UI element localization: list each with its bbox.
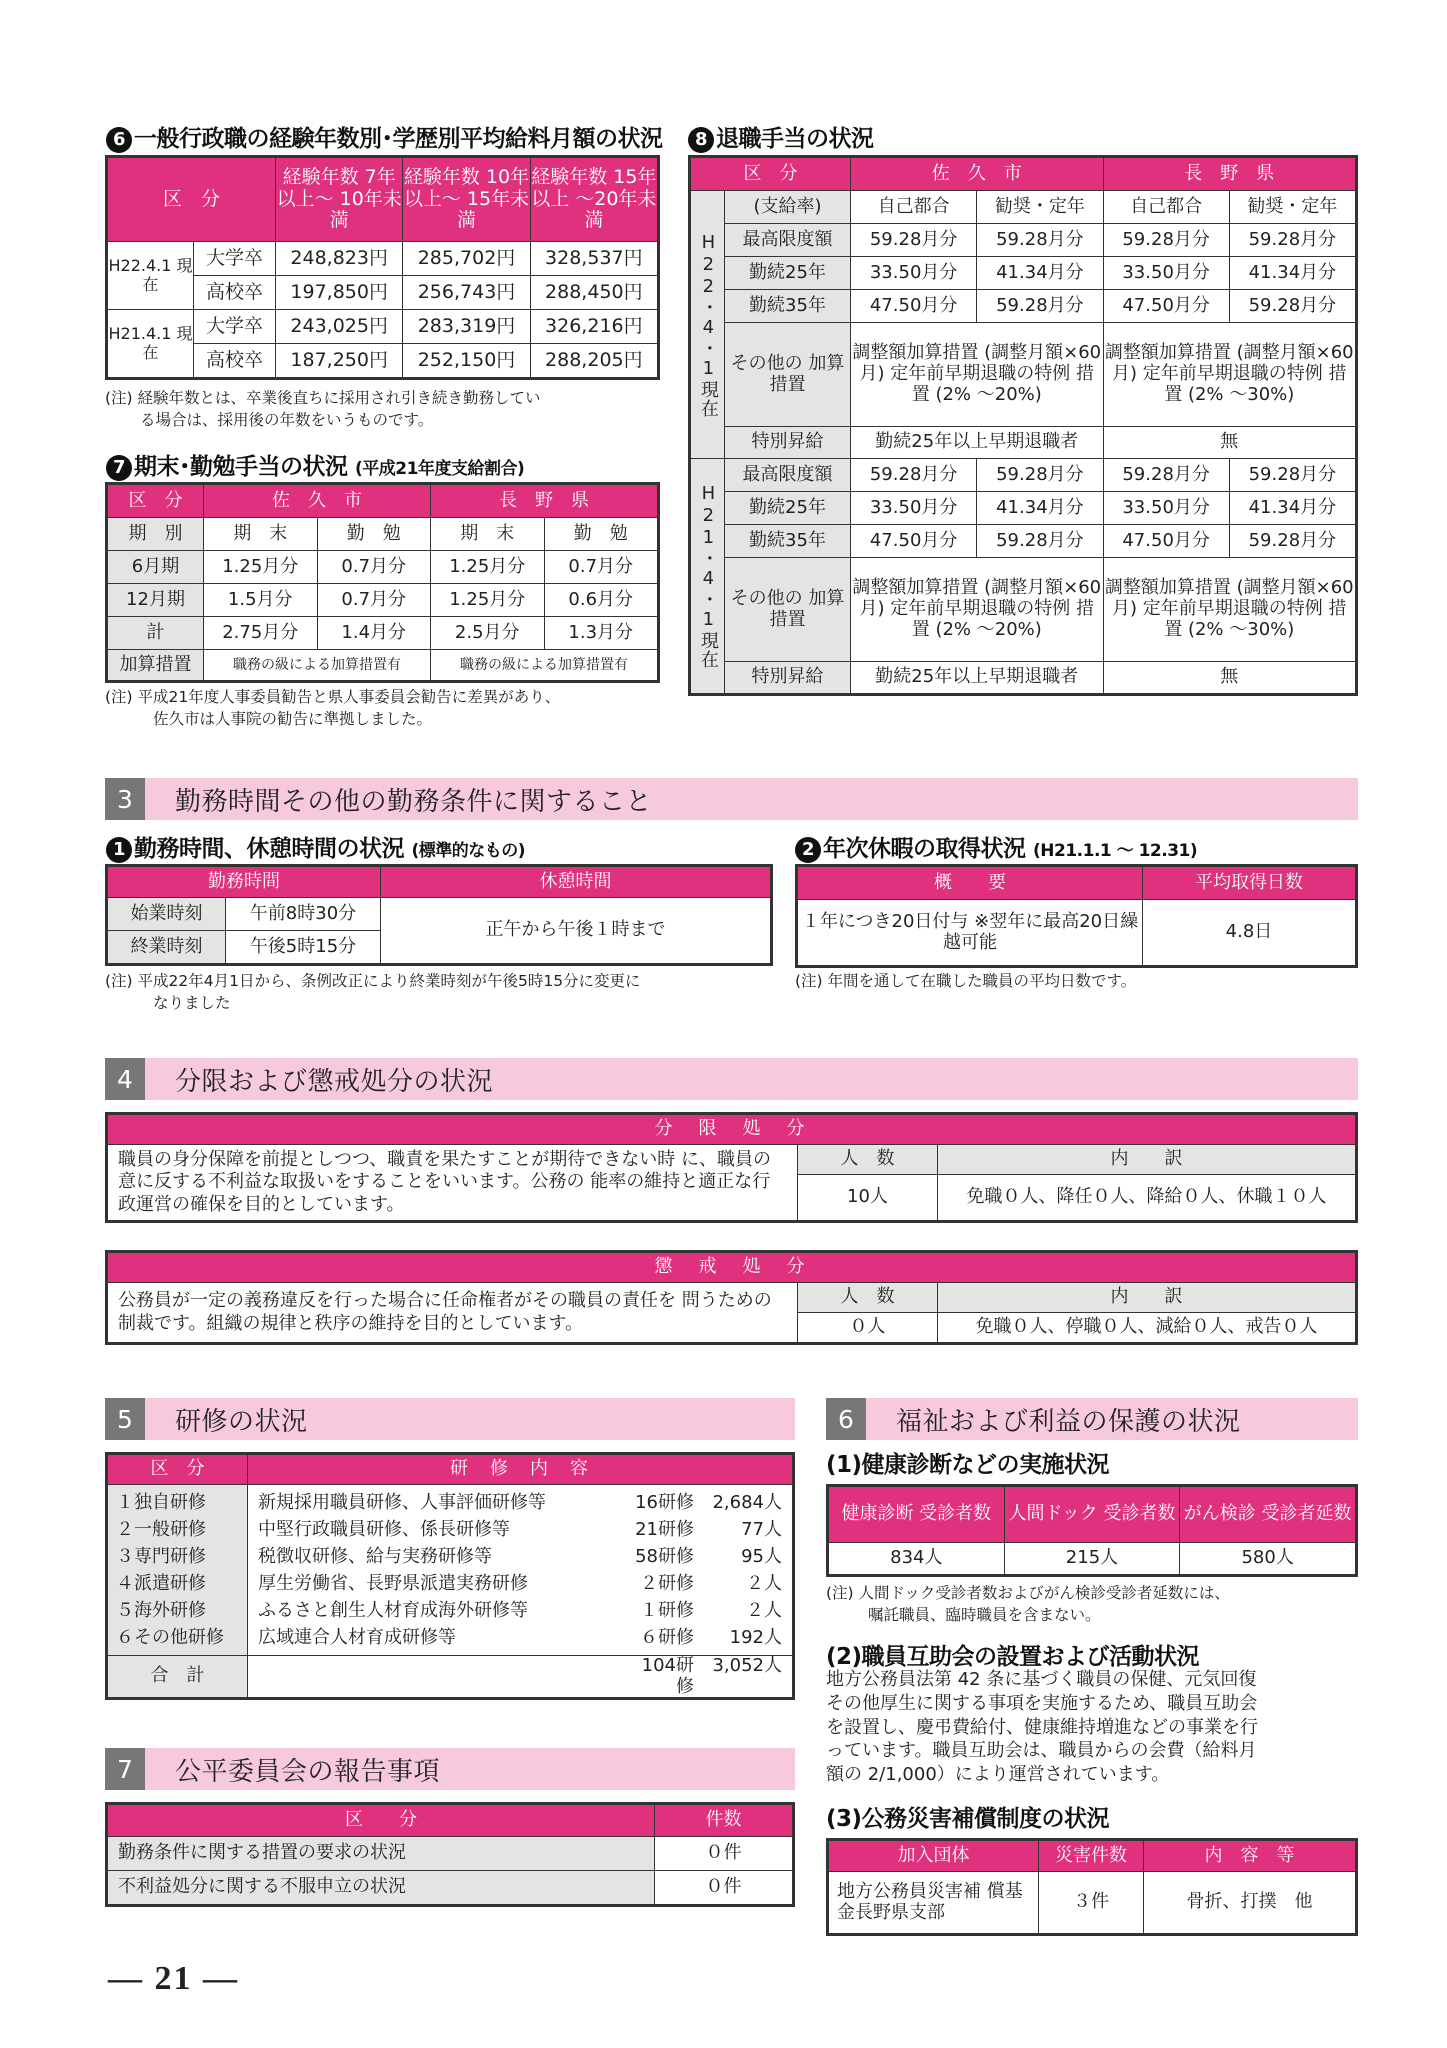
s8-row-label: 勤続35年 xyxy=(725,290,851,323)
sec4-number: 4 xyxy=(105,1058,145,1100)
sec3-header-gaiyo: 概 要 xyxy=(798,867,1143,900)
sec5-kubun-item: ６その他研修 xyxy=(116,1627,224,1648)
sec3-b-heading xyxy=(795,830,1197,863)
s7-cell: 1.4月分 xyxy=(317,617,431,650)
s7-header-nagano: 長 野 県 xyxy=(431,485,658,518)
sec5-content-list xyxy=(248,1485,793,1656)
sec3-header-kyukei: 休憩時間 xyxy=(381,867,771,898)
sec4-choukai-header: 懲 戒 処 分 xyxy=(108,1253,1356,1283)
list-item: ふるさと創生人材育成海外研修等 １研修 ２人 xyxy=(258,1600,782,1621)
s7-header-kinben: 勤 勉 xyxy=(317,518,431,551)
sec4-band xyxy=(105,1058,1358,1100)
s8-row-label: その他の 加算措置 xyxy=(725,558,851,662)
s8-header-saku: 佐 久 市 xyxy=(851,158,1104,191)
sec4-choukai-table xyxy=(105,1250,1358,1345)
sec5-total-label: 合 計 xyxy=(108,1656,248,1698)
sec3-b-subtitle: (H21.1.1 ～ 12.31) xyxy=(1033,841,1198,861)
s8-retirement-table xyxy=(688,155,1358,696)
s7-cell: 1.5月分 xyxy=(204,584,318,617)
s8-tokubetsu-nagano: 無 xyxy=(1103,427,1356,459)
s6-header-col3: 経験年数 15年以上 ～20年未満 xyxy=(530,158,657,242)
s8-other-saku: 調整額加算措置 (調整月額×60月) 定年前早期退職の特例 措置 (2% ～20%) xyxy=(851,323,1104,427)
sec5-kubun-item: ４派遣研修 xyxy=(116,1573,206,1594)
s6-cell: 243,025円 xyxy=(276,310,403,344)
sec7-row-label: 勤務条件に関する措置の要求の状況 xyxy=(108,1837,655,1871)
sec3-a-number-badge: 1 xyxy=(106,837,132,863)
s7-header-kinben: 勤 勉 xyxy=(544,518,658,551)
sec3-b-note: (注) 年間を通して在職した職員の平均日数です。 xyxy=(795,972,1137,990)
s6-cell: 288,450円 xyxy=(530,276,657,310)
sec7-report-table xyxy=(105,1802,795,1907)
sec4-bungen-count: 10人 xyxy=(798,1175,938,1221)
sec3-a-note: (注) 平成22年4月1日から、条例改正により終業時刻が午後5時15分に変更に なりました xyxy=(105,972,641,1013)
sec3-start-value: 午前8時30分 xyxy=(226,898,381,931)
sec7-number: 7 xyxy=(105,1748,145,1790)
sec3-header-heikin: 平均取得日数 xyxy=(1143,867,1356,900)
s7-bonus-table xyxy=(105,482,660,683)
sec4-naiyaku-header: 内 訳 xyxy=(938,1283,1356,1313)
sec6-kenshin-value: 834人 xyxy=(829,1543,1005,1575)
s8-cell: 47.50月分 xyxy=(851,290,977,323)
sec5-header-naiyo: 研 修 内 容 xyxy=(248,1455,793,1485)
s7-header-kibetsu: 期 別 xyxy=(108,518,204,551)
s7-subtitle: (平成21年度支給割合) xyxy=(355,459,525,479)
s8-tokubetsu-saku: 勤続25年以上早期退職者 xyxy=(851,427,1104,459)
sec3-work-hours-table xyxy=(105,864,773,966)
sec7-header-kensu: 件数 xyxy=(655,1805,793,1837)
s6-number-badge: 6 xyxy=(106,127,132,153)
sec3-gaiyo-value: １年につき20日付与 ※翌年に最高20日繰越可能 xyxy=(798,900,1143,966)
sec3-title: 勤務時間その他の勤務条件に関すること xyxy=(175,786,653,817)
s7-title: 期末･勤勉手当の状況 xyxy=(134,454,348,480)
s6-header-kubun: 区 分 xyxy=(108,158,276,242)
s8-group-h21: H21・4・1現在 xyxy=(691,459,725,694)
sec5-kubun-item: ５海外研修 xyxy=(116,1600,206,1621)
s6-salary-table xyxy=(105,155,660,380)
sec6-kensu-value: ３件 xyxy=(1039,1872,1144,1934)
s6-edu: 高校卒 xyxy=(194,276,276,310)
sec5-title: 研修の状況 xyxy=(175,1406,308,1437)
sec7-row-label: 不利益処分に関する不服申立の状況 xyxy=(108,1871,655,1905)
sec3-band xyxy=(105,778,1358,820)
s8-cell: 41.34月分 xyxy=(1229,492,1355,525)
sec6-c-title: (3)公務災害補償制度の状況 xyxy=(826,1806,1110,1832)
sec4-bungen-header: 分 限 処 分 xyxy=(108,1115,1356,1145)
sec3-a-title: 勤務時間、休憩時間の状況 xyxy=(134,836,404,862)
s8-number-badge: 8 xyxy=(688,127,714,153)
sec7-title: 公平委員会の報告事項 xyxy=(175,1756,441,1787)
s8-cell: 47.50月分 xyxy=(1103,290,1229,323)
s8-cell: 59.28月分 xyxy=(851,459,977,492)
s7-row-label: 6月期 xyxy=(108,551,204,584)
sec6-header-gan: がん検診 受診者延数 xyxy=(1180,1487,1356,1543)
list-item: 中堅行政職員研修、係長研修等 21研修 77人 xyxy=(258,1519,782,1540)
s7-cell: 2.5月分 xyxy=(431,617,545,650)
list-item: 広域連合人材育成研修等 ６研修 192人 xyxy=(258,1627,782,1648)
s8-title: 退職手当の状況 xyxy=(716,126,874,152)
sec5-kubun-item: ２一般研修 xyxy=(116,1519,206,1540)
s6-heading xyxy=(106,120,663,153)
s6-title: 一般行政職の経験年数別･学歴別平均給料月額の状況 xyxy=(134,126,663,152)
s8-cell: 47.50月分 xyxy=(851,525,977,558)
sec3-kyukei-value: 正午から午後１時まで xyxy=(381,898,771,964)
s8-cell: 59.28月分 xyxy=(977,459,1103,492)
s8-row-label: 最高限度額 xyxy=(725,459,851,492)
s8-cell: 33.50月分 xyxy=(851,492,977,525)
sec3-a-subtitle: (標準的なもの) xyxy=(411,841,526,861)
s8-cell: 自己都合 xyxy=(1103,191,1229,224)
s8-header-nagano: 長 野 県 xyxy=(1103,158,1356,191)
sec4-naiyaku-header: 内 訳 xyxy=(938,1145,1356,1175)
s8-cell: 41.34月分 xyxy=(977,492,1103,525)
s8-cell: 勧奨・定年 xyxy=(1229,191,1355,224)
s8-cell: 33.50月分 xyxy=(851,257,977,290)
s6-cell: 328,537円 xyxy=(530,242,657,276)
s8-cell: 59.28月分 xyxy=(1103,459,1229,492)
list-item: 税徴収研修、給与実務研修等 58研修 95人 xyxy=(258,1546,782,1567)
sec6-dock-value: 215人 xyxy=(1004,1543,1180,1575)
s6-edu: 大学卒 xyxy=(194,242,276,276)
s6-edu: 高校卒 xyxy=(194,344,276,378)
sec6-naiyo-value: 骨折、打撲 他 xyxy=(1144,1872,1356,1934)
s7-cell: 1.3月分 xyxy=(544,617,658,650)
s8-cell: 勧奨・定年 xyxy=(977,191,1103,224)
s7-header-kimatsu: 期 末 xyxy=(431,518,545,551)
s7-cell: 0.7月分 xyxy=(317,551,431,584)
sec3-b-title: 年次休暇の取得状況 xyxy=(823,836,1026,862)
sec6-dantai-value: 地方公務員災害補 償基金長野県支部 xyxy=(829,1872,1039,1934)
list-item: 厚生労働省、長野県派遣実務研修 ２研修 ２人 xyxy=(258,1573,782,1594)
s7-header-saku: 佐 久 市 xyxy=(204,485,431,518)
sec5-number: 5 xyxy=(105,1398,145,1440)
s8-cell: 59.28月分 xyxy=(977,525,1103,558)
s6-cell: 248,823円 xyxy=(276,242,403,276)
sec5-header-kubun: 区 分 xyxy=(108,1455,248,1485)
s6-cell: 197,850円 xyxy=(276,276,403,310)
s8-cell: 59.28月分 xyxy=(851,224,977,257)
s8-cell: 59.28月分 xyxy=(1229,459,1355,492)
s6-cell: 288,205円 xyxy=(530,344,657,378)
sec7-row-value: ０件 xyxy=(655,1871,793,1905)
s7-cell: 0.7月分 xyxy=(317,584,431,617)
sec7-header-kubun: 区 分 xyxy=(108,1805,655,1837)
sec6-header-kensu: 災害件数 xyxy=(1039,1841,1144,1872)
sec3-leave-table xyxy=(795,864,1358,968)
s8-tokubetsu-nagano: 無 xyxy=(1103,662,1356,694)
s8-row-label: 勤続25年 xyxy=(725,492,851,525)
s6-cell: 283,319円 xyxy=(403,310,530,344)
sec4-bungen-text: 職員の身分保障を前提としつつ、職責を果たすことが期待できない時 に、職員の意に反する不利益な取扱いをすることをいいます。公務の 能率の維持と適正な行政運営の確保を目的としています。 xyxy=(108,1145,798,1221)
sec6-header-dock: 人間ドック 受診者数 xyxy=(1004,1487,1180,1543)
sec6-header-kenshin: 健康診断 受診者数 xyxy=(829,1487,1005,1543)
s6-cell: 187,250円 xyxy=(276,344,403,378)
s8-other-nagano: 調整額加算措置 (調整月額×60月) 定年前早期退職の特例 措置 (2% ～30%) xyxy=(1103,323,1356,427)
s6-header-col1: 経験年数 7年以上～ 10年未満 xyxy=(276,158,403,242)
s7-note: (注) 平成21年度人事委員勧告と県人事委員会勧告に差異があり、 佐久市は人事院の勧告に準拠しました。 xyxy=(105,688,561,729)
s6-cell: 252,150円 xyxy=(403,344,530,378)
s8-cell: 59.28月分 xyxy=(1229,290,1355,323)
s6-group-h22: H22.4.1 現在 xyxy=(108,242,194,310)
s7-cell: 1.25月分 xyxy=(431,551,545,584)
sec3-heikin-value: 4.8日 xyxy=(1143,900,1356,966)
list-item: 新規採用職員研修、人事評価研修等 16研修 2,684人 xyxy=(258,1492,782,1513)
s7-heading xyxy=(106,448,524,481)
sec4-ninzu-header: 人 数 xyxy=(798,1145,938,1175)
s8-cell: 59.28月分 xyxy=(1229,224,1355,257)
s6-cell: 256,743円 xyxy=(403,276,530,310)
sec4-choukai-text: 公務員が一定の義務違反を行った場合に任命権者がその職員の責任を 問うための制裁です。組織の規律と秩序の維持を目的としています。 xyxy=(108,1283,798,1343)
sec5-training-table xyxy=(105,1452,795,1700)
s8-row-label: 特別昇給 xyxy=(725,662,851,694)
s8-cell: 自己都合 xyxy=(851,191,977,224)
sec4-choukai-count: ０人 xyxy=(798,1313,938,1343)
sec4-choukai-detail: 免職０人、停職０人、減給０人、戒告０人 xyxy=(938,1313,1356,1343)
sec5-band xyxy=(105,1398,795,1440)
sec3-start-label: 始業時刻 xyxy=(108,898,226,931)
sec7-row-value: ０件 xyxy=(655,1837,793,1871)
s7-header-kubun: 区 分 xyxy=(108,485,204,518)
sec3-header-kinmu: 勤務時間 xyxy=(108,867,381,898)
sec6-number: 6 xyxy=(826,1398,866,1440)
s8-heading xyxy=(688,120,874,153)
s7-row-label: 計 xyxy=(108,617,204,650)
sec3-a-heading xyxy=(106,830,525,863)
sec6-a-title: (1)健康診断などの実施状況 xyxy=(826,1452,1110,1478)
s7-number-badge: 7 xyxy=(106,455,132,481)
s7-kasan-label: 加算措置 xyxy=(108,650,204,681)
s8-cell: 41.34月分 xyxy=(1229,257,1355,290)
sec6-gan-value: 580人 xyxy=(1180,1543,1356,1575)
sec3-number: 3 xyxy=(105,778,145,820)
s8-cell: 47.50月分 xyxy=(1103,525,1229,558)
sec4-bungen-detail: 免職０人、降任０人、降給０人、休職１０人 xyxy=(938,1175,1356,1221)
sec6-b-title: (2)職員互助会の設置および活動状況 xyxy=(826,1644,1200,1670)
s6-header-col2: 経験年数 10年以上～ 15年未満 xyxy=(403,158,530,242)
s8-cell: 59.28月分 xyxy=(1229,525,1355,558)
s8-tokubetsu-saku: 勤続25年以上早期退職者 xyxy=(851,662,1104,694)
s6-edu: 大学卒 xyxy=(194,310,276,344)
s8-row-label: 勤続25年 xyxy=(725,257,851,290)
s7-cell: 1.25月分 xyxy=(431,584,545,617)
s7-header-kimatsu: 期 末 xyxy=(204,518,318,551)
sec3-end-label: 終業時刻 xyxy=(108,931,226,964)
sec6-b-body: 地方公務員法第 42 条に基づく職員の保健、元気回復 その他厚生に関する事項を実施するため、職員互助会 を設置し、慶弔費給付、健康維持増進などの事業を行 っています。職員互助会は、職員からの会費（給料月 額の 2/1,000）により運営されています。 xyxy=(826,1669,1258,1785)
s8-row-label: (支給率) xyxy=(725,191,851,224)
sec4-title: 分限および懲戒処分の状況 xyxy=(175,1066,494,1097)
sec3-b-number-badge: 2 xyxy=(795,837,821,863)
sec5-kubun-item: ３専門研修 xyxy=(116,1546,206,1567)
s8-row-label: 最高限度額 xyxy=(725,224,851,257)
s6-note: (注) 経験年数とは、卒業後直ちに採用され引き続き勤務してい る場合は、採用後の年数をいうものです。 xyxy=(105,389,541,430)
page-number: — 21 — xyxy=(108,1960,239,1997)
sec6-compensation-table xyxy=(826,1838,1358,1936)
s7-row-label: 12月期 xyxy=(108,584,204,617)
sec6-band xyxy=(826,1398,1358,1440)
s8-cell: 59.28月分 xyxy=(977,290,1103,323)
sec6-header-dantai: 加入団体 xyxy=(829,1841,1039,1872)
s8-other-saku: 調整額加算措置 (調整月額×60月) 定年前早期退職の特例 措置 (2% ～20%) xyxy=(851,558,1104,662)
s6-cell: 285,702円 xyxy=(403,242,530,276)
s6-cell: 326,216円 xyxy=(530,310,657,344)
s7-cell: 0.7月分 xyxy=(544,551,658,584)
s8-other-nagano: 調整額加算措置 (調整月額×60月) 定年前早期退職の特例 措置 (2% ～30%) xyxy=(1103,558,1356,662)
s8-row-label: 特別昇給 xyxy=(725,427,851,459)
sec6-title: 福祉および利益の保護の状況 xyxy=(896,1406,1241,1437)
s8-row-label: その他の 加算措置 xyxy=(725,323,851,427)
s8-group-h22: H22・4・1現在 xyxy=(691,191,725,459)
s8-cell: 33.50月分 xyxy=(1103,492,1229,525)
sec5-kubun-list xyxy=(108,1485,248,1656)
s8-cell: 59.28月分 xyxy=(1103,224,1229,257)
s8-cell: 41.34月分 xyxy=(977,257,1103,290)
sec5-total-row xyxy=(248,1656,793,1698)
s8-cell: 59.28月分 xyxy=(977,224,1103,257)
sec5-kubun-item: １独自研修 xyxy=(116,1492,206,1513)
sec3-end-value: 午後5時15分 xyxy=(226,931,381,964)
s8-cell: 33.50月分 xyxy=(1103,257,1229,290)
s7-kasan-saku: 職務の級による加算措置有 xyxy=(204,650,431,681)
sec6-a-note: (注) 人間ドック受診者数およびがん検診受診者延数には、 嘱託職員、臨時職員を含まない。 xyxy=(826,1584,1230,1625)
s7-cell: 2.75月分 xyxy=(204,617,318,650)
s6-group-h21: H21.4.1 現在 xyxy=(108,310,194,378)
s8-header-kubun: 区 分 xyxy=(691,158,851,191)
sec4-bungen-table xyxy=(105,1112,1358,1223)
s7-cell: 1.25月分 xyxy=(204,551,318,584)
sec7-band xyxy=(105,1748,795,1790)
s8-row-label: 勤続35年 xyxy=(725,525,851,558)
sec5-total-count: 104研修 xyxy=(641,1655,694,1697)
sec6-health-table xyxy=(826,1484,1358,1577)
sec6-header-naiyo: 内 容 等 xyxy=(1144,1841,1356,1872)
sec4-ninzu-header: 人 数 xyxy=(798,1283,938,1313)
s7-cell: 0.6月分 xyxy=(544,584,658,617)
s7-kasan-nagano: 職務の級による加算措置有 xyxy=(431,650,658,681)
sec5-total-people: 3,052人 xyxy=(712,1655,782,1676)
